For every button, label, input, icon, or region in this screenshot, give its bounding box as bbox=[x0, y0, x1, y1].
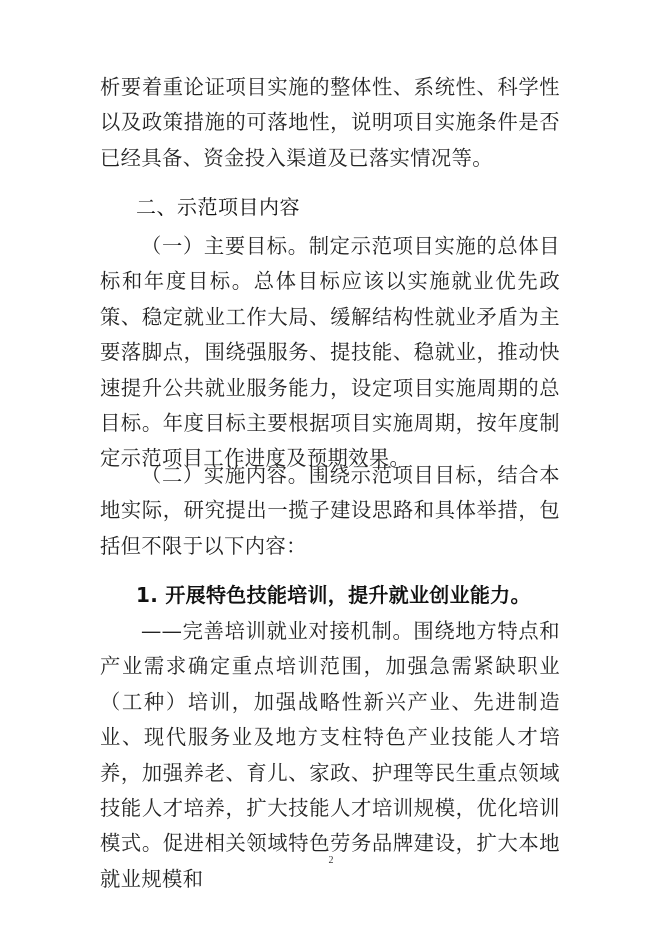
paragraph-training-employment-mechanism: ——完善培训就业对接机制。围绕地方特点和产业需求确定重点培训范围，加强急需紧缺职业（工种）培训，加强战略性新兴产业、先进制造业、现代服务业及地方支柱特色产业技能人才培养，加强养老、育儿、家政、护理等民生重点领域技能人才培养，扩大技能人才培训规模，优化培训模式。促进相关领域特色劳务品牌建设，扩大本地就业规模和 bbox=[100, 619, 560, 891]
paragraph-continuation: 析要着重论证项目实施的整体性、系统性、科学性以及政策措施的可落地性，说明项目实施条件是否已经具备、资金投入渠道及已落实情况等。 bbox=[100, 75, 560, 170]
subheading-skills-training: 1. 开展特色技能培训，提升就业创业能力。 bbox=[136, 583, 531, 607]
paragraph-main-goals: （一）主要目标。制定示范项目实施的总体目标和年度目标。总体目标应该以实施就业优先政策、稳定就业工作大局、缓解结构性就业矛盾为主要落脚点，围绕强服务、提技能、稳就业，推动快速提升公共就业服务能力，设定项目实施周期的总目标。年度目标主要根据项目实施周期，按年度制定示范项目工作进度及预期效果。 bbox=[100, 234, 560, 471]
section-heading-demo-project-content: 二、示范项目内容 bbox=[136, 195, 300, 219]
paragraph-implementation-content: （二）实施内容。围绕示范项目目标，结合本地实际，研究提出一揽子建设思路和具体举措，包括但不限于以下内容： bbox=[100, 463, 560, 558]
page-number: 2 bbox=[328, 855, 334, 866]
